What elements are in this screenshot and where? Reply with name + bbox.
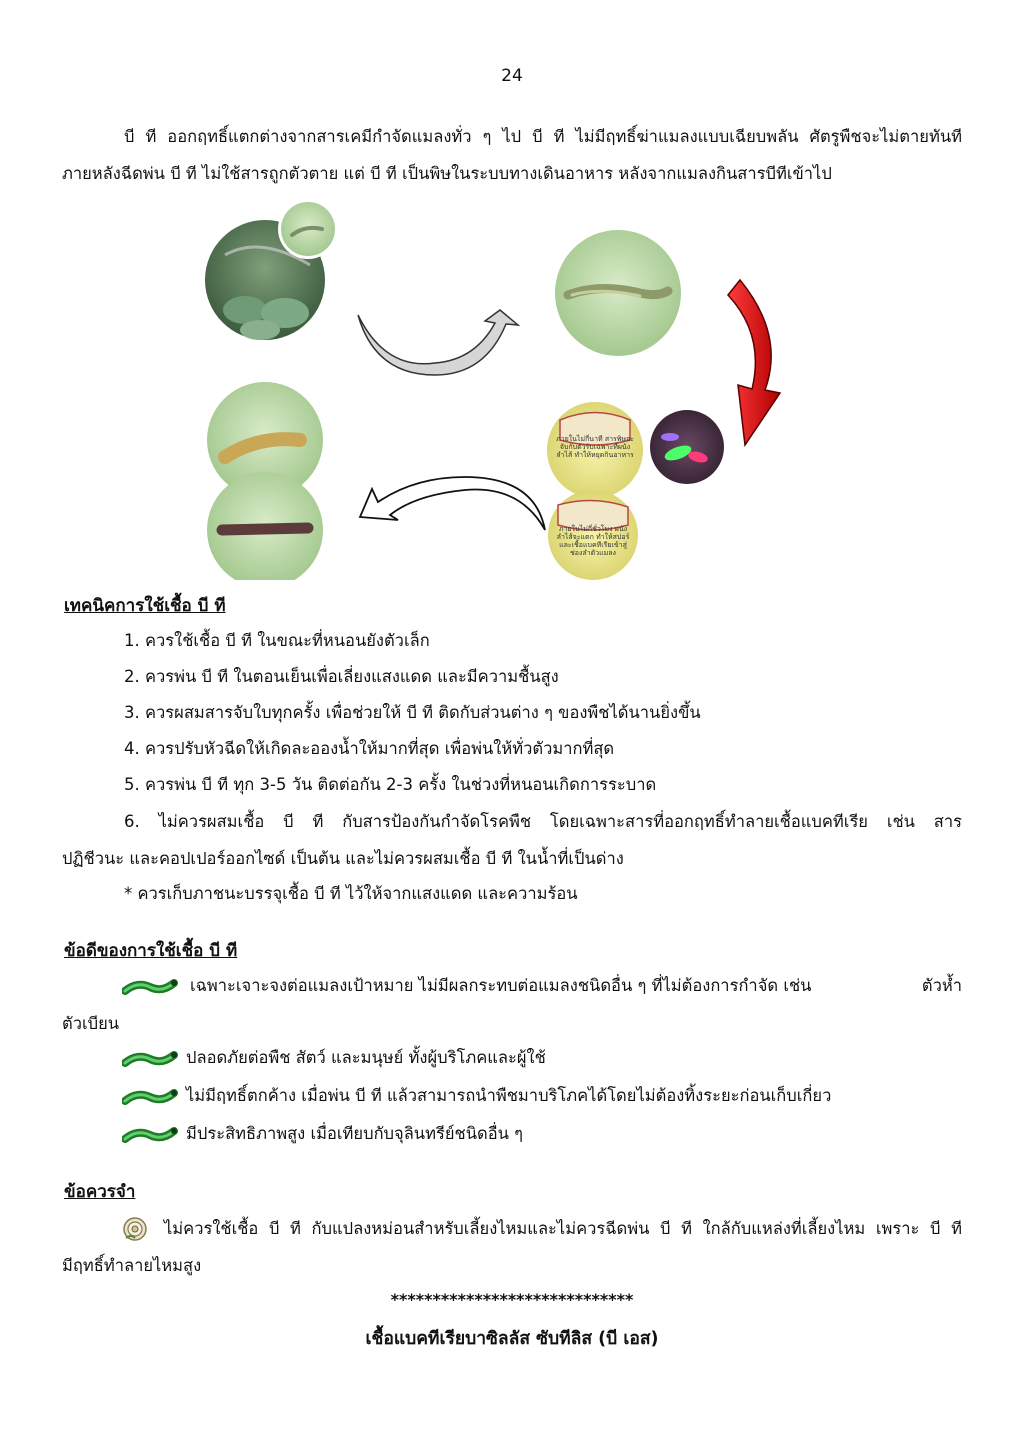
remember-line-1: ไม่ควรใช้เชื้อ บี ที กับแปลงหม่อนสำหรับเลี้ยงไหมและไม่ควรฉีดพ่น บี ที ใกล้กับแหล่งที่เลี้ยงไหม เพราะ บี ที [164,1219,962,1238]
technique-item-3: 3. ควรผสมสารจับใบทุกครั้ง เพื่อช่วยให้ บี ที ติดกับส่วนต่าง ๆ ของพืชได้นานยิ่งขึ้น [124,703,701,722]
technique-item-6-line-1: 6. ไม่ควรผสมเชื้อ บี ที กับสารป้องกันกำจัดโรคพืช โดยเฉพาะสารที่ออกฤทธิ์ทำลายเชื้อแบคทีเรีย เช่น สาร [124,812,962,831]
bt-cycle-illustration [200,195,800,580]
technique-item-6 [62,803,962,877]
caterpillar-eating-photo [555,230,681,356]
section-divider-stars: ***************************** [390,1290,634,1309]
remember-paragraph [62,1210,962,1284]
advantage-item-4-text: มีประสิทธิภาพสูง เมื่อเทียบกับจุลินทรีย์ชนิดอื่น ๆ [186,1124,523,1143]
rose-icon [122,1216,148,1242]
bacteria-micrograph [650,410,724,484]
technique-item-5: 5. ควรพ่น บี ที ทุก 3-5 วัน ติดต่อกัน 2-3 ครั้ง ในช่วงที่หนอนเกิดการระบาด [124,775,657,794]
advantages-heading: ข้อดีของการใช้เชื้อ บี ที [64,941,238,961]
page-number: 24 [501,66,523,86]
advantage-item-1-tail: ตัวห้ำ [921,976,962,995]
gray-cycle-arrow [358,310,518,375]
caterpillar-icon [122,1123,178,1145]
caterpillar-icon [122,1085,178,1107]
dead-larva-photo [207,472,323,580]
next-section-title: เชื้อแบคทีเรียบาซิลลัส ซับทีลิส (บี เอส) [365,1329,659,1349]
intro-line-1: บี ที ออกฤทธิ์แตกต่างจากสารเคมีกำจัดแมลงทั่ว ๆ ไป บี ที ไม่มีฤทธิ์ฆ่าแมลงแบบเฉียบพลัน ศัตรูพืชจะไม่ตายทันที [124,127,962,146]
remember-line-1-row [62,1210,962,1247]
advantage-item-2-text: ปลอดภัยต่อพืช สัตว์ และมนุษย์ ทั้งผู้บริโภคและผู้ใช้ [186,1048,546,1067]
advantage-item-1-text: เฉพาะเจาะจงต่อแมลงเป้าหมาย ไม่มีผลกระทบต่อแมลงชนิดอื่น ๆ ที่ไม่ต้องการกำจัด เช่น [190,976,812,995]
remember-heading: ข้อควรจำ [64,1182,136,1202]
advantage-item-4 [122,1121,523,1147]
gut-diagram-top-caption: ภายในไม่กี่นาที สารพิษจะจับกับตัวรับเฉพาะที่ผนังลำไส้ ทำให้หยุดกินอาหาร [556,435,634,459]
white-cycle-arrow [360,477,545,530]
remember-line-2: มีฤทธิ์ทำลายไหมสูง [62,1256,202,1275]
technique-item-1: 1. ควรใช้เชื้อ บี ที ในขณะที่หนอนยังตัวเล็ก [124,631,430,650]
technique-heading: เทคนิคการใช้เชื้อ บี ที [64,596,226,616]
intro-line-2: ภายหลังฉีดพ่น บี ที ไม่ใช้สารถูกตัวตาย แต่ บี ที เป็นพิษในระบบทางเดินอาหาร หลังจากแมลงกินสารบีทีเข้าไป [62,164,832,183]
technique-note: * ควรเก็บภาชนะบรรจุเชื้อ บี ที ไว้ให้จากแสงแดด และความร้อน [124,884,578,903]
advantage-item-3 [122,1083,831,1109]
technique-item-4: 4. ควรปรับหัวฉีดให้เกิดละอองน้ำให้มากที่สุด เพื่อพ่นให้ทั่วตัวมากที่สุด [124,739,615,758]
caterpillar-icon [122,1047,178,1069]
advantage-item-1-cont: ตัวเบียน [62,1014,120,1033]
advantage-item-3-text: ไม่มีฤทธิ์ตกค้าง เมื่อพ่น บี ที แล้วสามารถนำพืชมาบริโภคได้โดยไม่ต้องทิ้งระยะก่อนเก็บเกี่ยว [186,1086,832,1105]
caterpillar-icon [122,975,178,997]
technique-item-2: 2. ควรพ่น บี ที ในตอนเย็นเพื่อเลี่ยงแสงแดด และมีความชื้นสูง [124,667,559,686]
intro-paragraph [62,118,962,192]
larva-inset-photo [278,199,338,259]
red-cycle-arrow [728,280,780,445]
advantage-item-2 [122,1045,546,1071]
technique-item-6-line-2: ปฏิชีวนะ และคอปเปอร์ออกไซด์ เป็นต้น และไม่ควรผสมเชื้อ บี ที ในน้ำที่เป็นด่าง [62,849,624,868]
gut-diagram-bottom-caption: ภายในไม่กี่ชั่วโมง ผนังลำไส้จะแตก ทำให้สปอร์และเชื้อแบคทีเรียเข้าสู่ช่องลำตัวแมลง [556,525,630,557]
advantage-item-1 [122,973,962,999]
bt-cycle-figure [200,195,800,580]
